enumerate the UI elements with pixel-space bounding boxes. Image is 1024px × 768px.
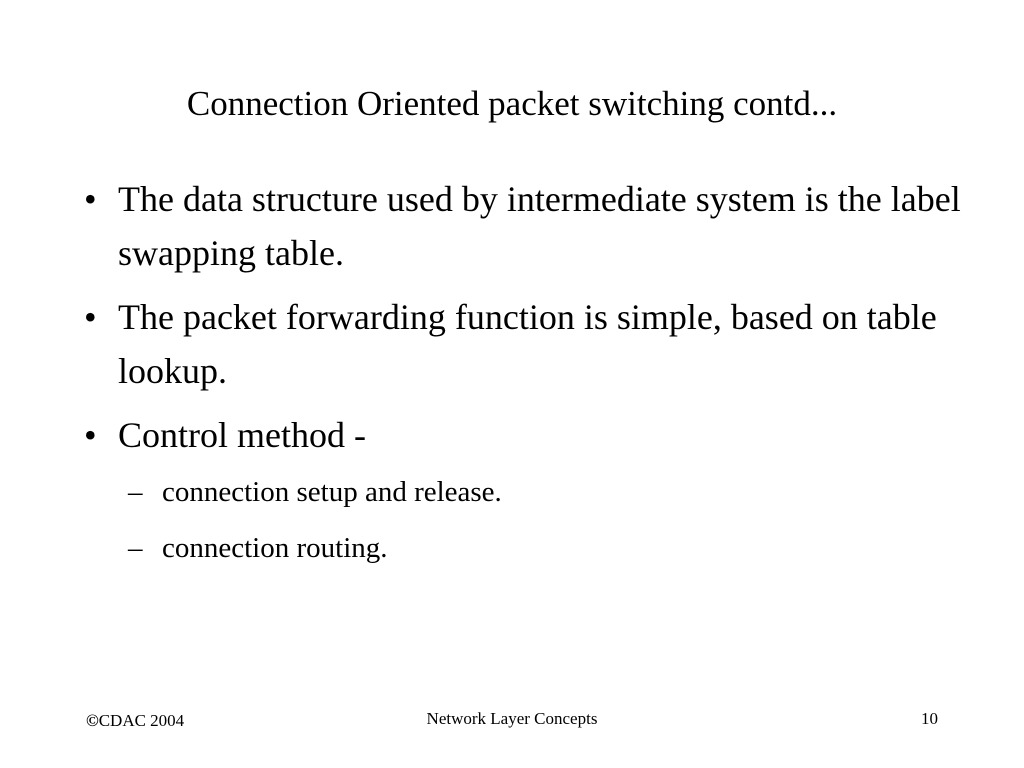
bullet-item bbox=[84, 172, 964, 280]
sub-bullet-item bbox=[128, 528, 964, 568]
bullet-marker: • bbox=[84, 179, 97, 219]
bullet-marker: • bbox=[84, 415, 97, 455]
copyright-text: CDAC 2004 bbox=[98, 711, 185, 730]
sub-bullet-marker: – bbox=[128, 532, 143, 564]
slide-title: Connection Oriented packet switching contd... bbox=[186, 84, 838, 123]
sub-bullet-text: connection setup and release. bbox=[162, 476, 502, 508]
bullet-list bbox=[84, 172, 964, 584]
sub-bullet-item bbox=[128, 472, 964, 512]
bullet-marker: • bbox=[84, 297, 97, 337]
page-number: 10 bbox=[921, 709, 938, 728]
bullet-text: The data structure used by intermediate system is the label swapping table. bbox=[118, 179, 961, 273]
sub-bullet-text: connection routing. bbox=[162, 532, 388, 564]
sub-bullet-marker: – bbox=[128, 476, 143, 508]
footer-title: Network Layer Concepts bbox=[426, 709, 598, 728]
bullet-item bbox=[84, 290, 964, 398]
copyright-icon: © bbox=[86, 711, 99, 730]
bullet-text: The packet forwarding function is simple, based on table lookup. bbox=[118, 297, 937, 391]
bullet-text: Control method - bbox=[118, 415, 366, 455]
bullet-item bbox=[84, 408, 964, 462]
